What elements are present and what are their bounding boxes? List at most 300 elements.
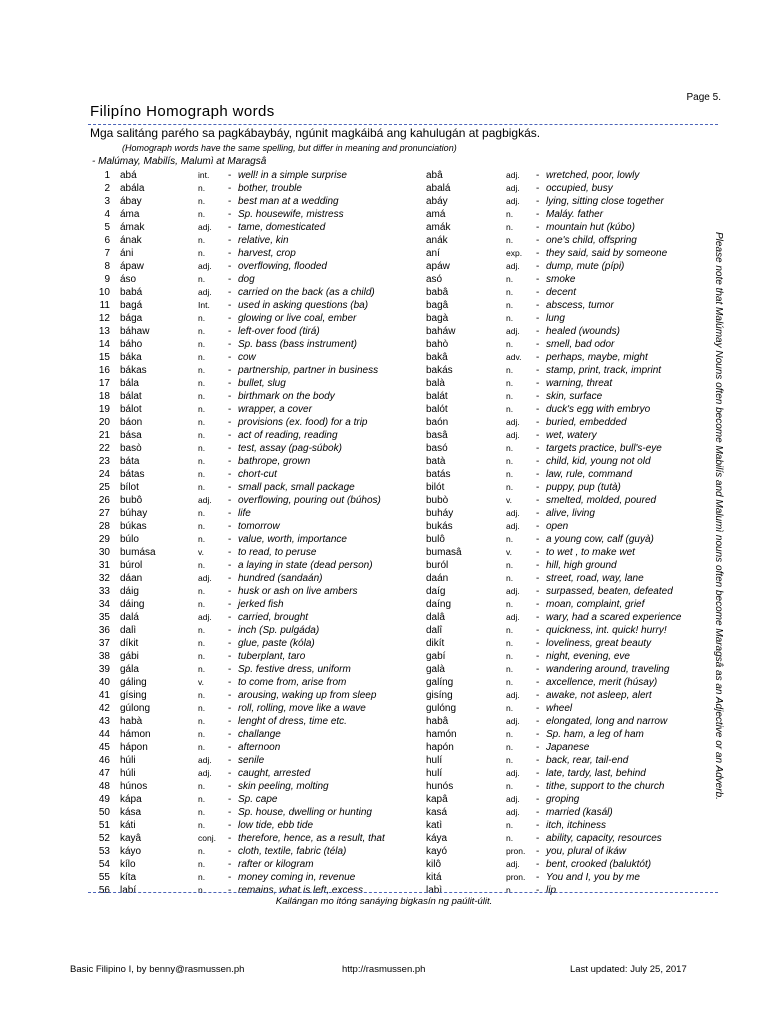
first-part-of-speech: n.: [198, 482, 206, 492]
table-row: [0, 273, 768, 286]
table-row: [0, 624, 768, 637]
second-meaning: open: [546, 521, 569, 532]
table-row: [0, 728, 768, 741]
entry-number: 15: [98, 352, 110, 363]
first-dash: -: [228, 560, 232, 571]
first-word: gúlong: [120, 703, 151, 714]
entry-number: 14: [98, 339, 110, 350]
first-part-of-speech: n.: [198, 534, 206, 544]
first-meaning: partnership, partner in business: [238, 365, 379, 376]
second-word: káya: [426, 833, 448, 844]
first-meaning: harvest, crop: [238, 248, 296, 259]
first-dash: -: [228, 664, 232, 675]
second-word: bagâ: [426, 300, 449, 311]
entry-number: 32: [98, 573, 110, 584]
entry-number: 10: [98, 287, 110, 298]
first-part-of-speech: n.: [198, 352, 206, 362]
first-meaning: a laying in state (dead person): [238, 560, 373, 571]
entry-number: 40: [98, 677, 110, 688]
english-note: (Homograph words have the same spelling, but differ in meaning and pronunciation): [122, 143, 457, 153]
second-part-of-speech: pron.: [506, 846, 526, 856]
first-dash: -: [228, 794, 232, 805]
first-dash: -: [228, 365, 232, 376]
entry-number: 21: [98, 430, 110, 441]
first-part-of-speech: n.: [198, 820, 206, 830]
table-row: [0, 533, 768, 546]
second-dash: -: [536, 833, 540, 844]
entry-number: 51: [98, 820, 110, 831]
first-dash: -: [228, 352, 232, 363]
second-meaning: warning, threat: [546, 378, 613, 389]
second-part-of-speech: n.: [506, 560, 514, 570]
second-part-of-speech: n.: [506, 820, 514, 830]
table-row: [0, 793, 768, 806]
first-dash: -: [228, 482, 232, 493]
second-word: balà: [426, 378, 445, 389]
second-meaning: married (kasál): [546, 807, 613, 818]
first-meaning: life: [238, 508, 251, 519]
first-word: húli: [120, 755, 136, 766]
first-meaning: bother, trouble: [238, 183, 302, 194]
table-row: [0, 182, 768, 195]
second-dash: -: [536, 599, 540, 610]
second-dash: -: [536, 612, 540, 623]
first-part-of-speech: n.: [198, 365, 206, 375]
second-word: anák: [426, 235, 448, 246]
entry-number: 34: [98, 599, 110, 610]
second-part-of-speech: adj.: [506, 586, 520, 596]
first-dash: -: [228, 508, 232, 519]
entry-number: 39: [98, 664, 110, 675]
first-word: bása: [120, 430, 142, 441]
second-word: amá: [426, 209, 446, 220]
footer-updated: Last updated: July 25, 2017: [570, 964, 687, 975]
second-word: kayó: [426, 846, 448, 857]
second-word: habâ: [426, 716, 449, 727]
first-word: dalì: [120, 625, 137, 636]
second-meaning: occupied, busy: [546, 183, 613, 194]
second-meaning: targets practice, bull's-eye: [546, 443, 662, 454]
second-word: abâ: [426, 170, 443, 181]
entry-number: 42: [98, 703, 110, 714]
table-row: [0, 637, 768, 650]
second-dash: -: [536, 417, 540, 428]
second-part-of-speech: n.: [506, 677, 514, 687]
second-word: buról: [426, 560, 449, 571]
entry-number: 8: [104, 261, 110, 272]
second-word: bukás: [426, 521, 453, 532]
second-meaning: itch, itchiness: [546, 820, 607, 831]
second-meaning: you, plural of ikáw: [546, 846, 627, 857]
second-word: bumasâ: [426, 547, 462, 558]
first-part-of-speech: adj.: [198, 495, 212, 505]
first-meaning: carried on the back (as a child): [238, 287, 375, 298]
second-part-of-speech: n.: [506, 534, 514, 544]
first-dash: -: [228, 690, 232, 701]
second-word: basâ: [426, 430, 448, 441]
first-word: dáing: [120, 599, 145, 610]
second-dash: -: [536, 638, 540, 649]
second-part-of-speech: n.: [506, 781, 514, 791]
second-meaning: decent: [546, 287, 577, 298]
first-part-of-speech: adj.: [198, 573, 212, 583]
second-dash: -: [536, 690, 540, 701]
first-dash: -: [228, 677, 232, 688]
table-row: [0, 767, 768, 780]
second-word: hulí: [426, 755, 443, 766]
first-dash: -: [228, 391, 232, 402]
first-dash: -: [228, 521, 232, 532]
second-dash: -: [536, 547, 540, 558]
second-part-of-speech: adj.: [506, 261, 520, 271]
first-meaning: tame, domesticated: [238, 222, 326, 233]
first-dash: -: [228, 326, 232, 337]
first-meaning: lenght of dress, time etc.: [238, 716, 347, 727]
table-row: [0, 832, 768, 845]
second-part-of-speech: adv.: [506, 352, 522, 362]
first-dash: -: [228, 248, 232, 259]
first-meaning: Sp. bass (bass instrument): [238, 339, 357, 350]
second-meaning: one's child, offspring: [546, 235, 637, 246]
second-part-of-speech: v.: [506, 547, 512, 557]
second-meaning: dump, mute (pípi): [546, 261, 625, 272]
first-word: gála: [120, 664, 139, 675]
first-dash: -: [228, 534, 232, 545]
table-row: [0, 338, 768, 351]
first-part-of-speech: n.: [198, 625, 206, 635]
first-part-of-speech: adj.: [198, 612, 212, 622]
table-row: [0, 195, 768, 208]
entry-number: 2: [104, 183, 110, 194]
first-part-of-speech: n.: [198, 872, 206, 882]
first-meaning: cloth, textile, fabric (téla): [238, 846, 347, 857]
first-part-of-speech: n.: [198, 417, 206, 427]
first-dash: -: [228, 625, 232, 636]
second-part-of-speech: n.: [506, 378, 514, 388]
second-meaning: stamp, print, track, imprint: [546, 365, 662, 376]
table-row: [0, 559, 768, 572]
second-meaning: back, rear, tail-end: [546, 755, 629, 766]
second-meaning: child, kid, young not old: [546, 456, 651, 467]
second-dash: -: [536, 820, 540, 831]
second-part-of-speech: n.: [506, 664, 514, 674]
second-dash: -: [536, 716, 540, 727]
second-part-of-speech: adj.: [506, 768, 520, 778]
entry-number: 13: [98, 326, 110, 337]
first-word: dáan: [120, 573, 143, 584]
first-part-of-speech: n.: [198, 430, 206, 440]
entry-number: 47: [98, 768, 110, 779]
second-meaning: You and I, you by me: [546, 872, 640, 883]
entry-number: 20: [98, 417, 110, 428]
first-word: ának: [120, 235, 142, 246]
first-dash: -: [228, 612, 232, 623]
first-part-of-speech: v.: [198, 677, 204, 687]
second-meaning: moan, complaint, grief: [546, 599, 645, 610]
first-meaning: Sp. festive dress, uniform: [238, 664, 351, 675]
second-word: abalá: [426, 183, 451, 194]
first-word: húli: [120, 768, 136, 779]
table-row: [0, 715, 768, 728]
first-meaning: rafter or kilogram: [238, 859, 314, 870]
entry-number: 53: [98, 846, 110, 857]
first-meaning: value, worth, importance: [238, 534, 347, 545]
second-meaning: law, rule, command: [546, 469, 633, 480]
second-word: hapón: [426, 742, 454, 753]
second-word: bakâ: [426, 352, 448, 363]
first-dash: -: [228, 573, 232, 584]
second-word: basó: [426, 443, 448, 454]
first-word: bákas: [120, 365, 147, 376]
first-word: kása: [120, 807, 142, 818]
second-word: babâ: [426, 287, 449, 298]
first-dash: -: [228, 209, 232, 220]
first-word: káti: [120, 820, 136, 831]
second-word: kitá: [426, 872, 442, 883]
second-meaning: tithe, support to the church: [546, 781, 665, 792]
first-meaning: to read, to peruse: [238, 547, 317, 558]
second-part-of-speech: n.: [506, 391, 514, 401]
entry-number: 24: [98, 469, 110, 480]
first-meaning: afternoon: [238, 742, 281, 753]
first-part-of-speech: n.: [198, 339, 206, 349]
second-part-of-speech: n.: [506, 703, 514, 713]
first-meaning: chort-cut: [238, 469, 277, 480]
second-part-of-speech: exp.: [506, 248, 523, 258]
first-part-of-speech: n.: [198, 703, 206, 713]
second-word: bahò: [426, 339, 449, 350]
second-dash: -: [536, 287, 540, 298]
second-dash: -: [536, 495, 540, 506]
first-dash: -: [228, 638, 232, 649]
first-meaning: skin peeling, molting: [238, 781, 329, 792]
second-word: buháy: [426, 508, 454, 519]
second-dash: -: [536, 261, 540, 272]
second-word: baón: [426, 417, 449, 428]
entry-number: 43: [98, 716, 110, 727]
first-dash: -: [228, 820, 232, 831]
table-row: [0, 208, 768, 221]
stress-legend: - Malúmay, Mabilís, Malumì at Maragsâ: [92, 156, 267, 167]
second-meaning: groping: [546, 794, 580, 805]
first-meaning: overflowing, pouring out (búhos): [238, 495, 381, 506]
second-dash: -: [536, 183, 540, 194]
first-dash: -: [228, 716, 232, 727]
second-part-of-speech: pron.: [506, 872, 526, 882]
second-dash: -: [536, 729, 540, 740]
first-word: gísing: [120, 690, 147, 701]
second-dash: -: [536, 248, 540, 259]
first-meaning: senile: [238, 755, 265, 766]
second-dash: -: [536, 768, 540, 779]
second-meaning: smoke: [546, 274, 576, 285]
first-word: hámon: [120, 729, 151, 740]
second-word: daán: [426, 573, 449, 584]
first-dash: -: [228, 469, 232, 480]
second-word: dalî: [426, 625, 443, 636]
entry-number: 9: [104, 274, 110, 285]
entry-number: 6: [104, 235, 110, 246]
second-meaning: quickness, int. quick! hurry!: [546, 625, 667, 636]
first-meaning: act of reading, reading: [238, 430, 338, 441]
table-row: [0, 312, 768, 325]
first-part-of-speech: adj.: [198, 222, 212, 232]
second-meaning: awake, not asleep, alert: [546, 690, 652, 701]
table-row: [0, 455, 768, 468]
first-part-of-speech: n.: [198, 456, 206, 466]
second-word: gabí: [426, 651, 446, 662]
first-word: búhay: [120, 508, 148, 519]
entry-number: 55: [98, 872, 110, 883]
second-word: labì: [426, 885, 443, 896]
first-meaning: Sp. house, dwelling or hunting: [238, 807, 372, 818]
first-part-of-speech: n.: [198, 508, 206, 518]
second-dash: -: [536, 196, 540, 207]
first-word: dalá: [120, 612, 139, 623]
first-meaning: husk or ash on live ambers: [238, 586, 358, 597]
second-part-of-speech: n.: [506, 729, 514, 739]
first-meaning: money coming in, revenue: [238, 872, 356, 883]
second-part-of-speech: n.: [506, 638, 514, 648]
second-dash: -: [536, 703, 540, 714]
second-dash: -: [536, 794, 540, 805]
first-word: bagá: [120, 300, 143, 311]
second-dash: -: [536, 885, 540, 896]
first-part-of-speech: n.: [198, 196, 206, 206]
first-part-of-speech: n.: [198, 794, 206, 804]
first-part-of-speech: v.: [198, 547, 204, 557]
second-dash: -: [536, 651, 540, 662]
first-meaning: relative, kin: [238, 235, 289, 246]
first-word: labí: [120, 885, 137, 896]
second-meaning: a young cow, calf (guyà): [546, 534, 654, 545]
first-word: basò: [120, 443, 142, 454]
entry-number: 54: [98, 859, 110, 870]
second-dash: -: [536, 170, 540, 181]
second-dash: -: [536, 846, 540, 857]
second-meaning: hill, high ground: [546, 560, 617, 571]
first-word: hápon: [120, 742, 148, 753]
table-row: [0, 494, 768, 507]
first-word: báta: [120, 456, 140, 467]
second-meaning: late, tardy, last, behind: [546, 768, 646, 779]
second-dash: -: [536, 365, 540, 376]
second-meaning: night, evening, eve: [546, 651, 630, 662]
second-part-of-speech: n.: [506, 235, 514, 245]
second-meaning: healed (wounds): [546, 326, 620, 337]
first-meaning: tomorrow: [238, 521, 280, 532]
first-meaning: inch (Sp. pulgáda): [238, 625, 320, 636]
entry-number: 33: [98, 586, 110, 597]
second-dash: -: [536, 521, 540, 532]
footer-url: http://rasmussen.ph: [342, 964, 426, 975]
first-meaning: challange: [238, 729, 281, 740]
first-word: babá: [120, 287, 143, 298]
second-meaning: ability, capacity, resources: [546, 833, 662, 844]
second-word: daíg: [426, 586, 446, 597]
first-part-of-speech: n.: [198, 885, 206, 895]
second-part-of-speech: adj.: [506, 521, 520, 531]
table-row: [0, 780, 768, 793]
entry-number: 52: [98, 833, 110, 844]
second-dash: -: [536, 456, 540, 467]
second-part-of-speech: adj.: [506, 690, 520, 700]
first-word: báka: [120, 352, 142, 363]
first-word: húnos: [120, 781, 148, 792]
entry-number: 23: [98, 456, 110, 467]
second-dash: -: [536, 352, 540, 363]
entry-number: 5: [104, 222, 110, 233]
second-meaning: buried, embedded: [546, 417, 627, 428]
first-dash: -: [228, 755, 232, 766]
second-word: batà: [426, 456, 446, 467]
entry-number: 17: [98, 378, 110, 389]
first-part-of-speech: n.: [198, 443, 206, 453]
first-word: káyo: [120, 846, 142, 857]
first-dash: -: [228, 300, 232, 311]
second-meaning: they said, said by someone: [546, 248, 668, 259]
first-meaning: used in asking questions (ba): [238, 300, 369, 311]
second-word: hunós: [426, 781, 454, 792]
first-meaning: left-over food (tirá): [238, 326, 320, 337]
first-part-of-speech: n.: [198, 807, 206, 817]
first-word: kápa: [120, 794, 142, 805]
first-part-of-speech: n.: [198, 651, 206, 661]
first-part-of-speech: n.: [198, 521, 206, 531]
first-dash: -: [228, 599, 232, 610]
second-meaning: wary, had a scared experience: [546, 612, 682, 623]
first-part-of-speech: adj.: [198, 755, 212, 765]
second-dash: -: [536, 339, 540, 350]
first-dash: -: [228, 417, 232, 428]
second-part-of-speech: n.: [506, 482, 514, 492]
second-meaning: smelted, molded, poured: [546, 495, 657, 506]
first-meaning: glue, paste (kóla): [238, 638, 315, 649]
table-row: [0, 481, 768, 494]
second-part-of-speech: n.: [506, 313, 514, 323]
first-word: búlo: [120, 534, 139, 545]
second-word: balót: [426, 404, 448, 415]
entry-number: 16: [98, 365, 110, 376]
second-word: kasá: [426, 807, 448, 818]
table-row: [0, 299, 768, 312]
table-row: [0, 351, 768, 364]
entry-number: 4: [104, 209, 110, 220]
second-meaning: lip: [546, 885, 557, 896]
second-word: batás: [426, 469, 451, 480]
second-part-of-speech: n.: [506, 404, 514, 414]
title-rule: [88, 124, 718, 125]
first-dash: -: [228, 768, 232, 779]
first-dash: -: [228, 261, 232, 272]
first-part-of-speech: n.: [198, 690, 206, 700]
entry-number: 48: [98, 781, 110, 792]
first-word: kíta: [120, 872, 137, 883]
second-word: kapâ: [426, 794, 448, 805]
page-number: Page 5.: [686, 92, 721, 103]
first-meaning: tuberplant, taro: [238, 651, 306, 662]
second-word: bakás: [426, 365, 453, 376]
entry-number: 12: [98, 313, 110, 324]
second-word: baháw: [426, 326, 456, 337]
second-part-of-speech: adj.: [506, 430, 520, 440]
second-dash: -: [536, 222, 540, 233]
entry-number: 45: [98, 742, 110, 753]
first-dash: -: [228, 196, 232, 207]
first-meaning: bullet, slug: [238, 378, 286, 389]
first-dash: -: [228, 456, 232, 467]
first-part-of-speech: n.: [198, 846, 206, 856]
